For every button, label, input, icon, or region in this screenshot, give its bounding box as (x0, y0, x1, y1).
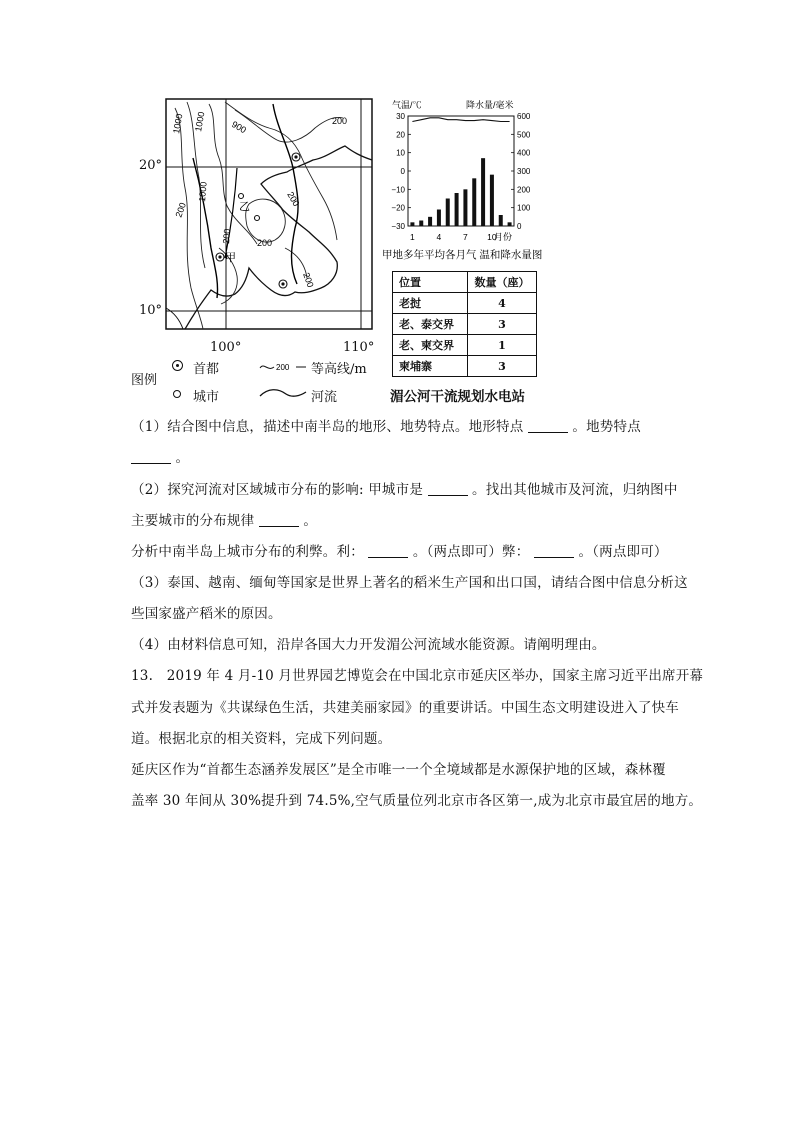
place-label-jia: 甲 (225, 251, 236, 264)
precip-tick-label: 600 (517, 112, 531, 121)
contour-symbol-icon (258, 360, 308, 374)
question-2-text: 分析中南半岛上城市分布的利弊。利： (131, 544, 364, 560)
table-cell: 4 (468, 293, 537, 314)
contour-label: 1000 (197, 181, 209, 203)
precip-tick-label: 300 (517, 167, 531, 176)
question-3-line-1: （3）泰国、越南、缅甸等国家是世界上著名的稻米生产国和出口国，请结合图中信息分析这 (131, 575, 688, 591)
capital-symbol-icon (172, 360, 183, 371)
lon-label-110: 110° (343, 340, 375, 355)
question-13-line-4: 延庆区作为“首都生态涵养发展区”是全市唯一一个全境域都是水源保护地的区域，森林覆 (131, 762, 666, 778)
table-header-cell: 数量（座） (468, 272, 537, 293)
legend-title: 图例 (131, 373, 158, 388)
table-cell: 3 (468, 314, 537, 335)
contour-label: 200 (301, 271, 316, 289)
map-legend (131, 358, 381, 408)
river-symbol-icon (258, 386, 308, 400)
lat-label-20: 20° (139, 158, 163, 173)
question-1-text: （1）结合图中信息，描述中南半岛的地形、地势特点。地形特点 (131, 419, 524, 435)
precip-bar (428, 217, 432, 226)
table-cell: 老、柬交界 (393, 335, 468, 356)
precip-bar (419, 221, 423, 227)
legend-city-label: 城市 (193, 390, 220, 405)
question-13-line-5: 盖率 30 年间从 30%提升到 74.5%,空气质量位列北京市各区第一,成为北京市最宜居的地方。 (131, 793, 703, 809)
question-1-text: 。地势特点 (572, 419, 641, 435)
temp-tick-label: 10 (396, 148, 405, 158)
temperature-line (412, 118, 509, 122)
legend-capital-label: 首都 (193, 362, 220, 377)
question-1-line-1 (131, 415, 701, 435)
contour-label: 200 (285, 190, 302, 209)
legend-river-label: 河流 (311, 390, 338, 405)
table-row (393, 293, 537, 314)
precip-tick-label: 400 (517, 148, 531, 158)
table-row (393, 356, 537, 377)
month-tick-label: 4 (436, 232, 442, 242)
table-row (393, 314, 537, 335)
contour-label: 200 (332, 116, 348, 126)
precip-tick-label: 500 (517, 130, 531, 140)
question-2-text: 。（两点即可） (578, 544, 668, 560)
legend-contour-sample: 200 (276, 363, 290, 372)
question-3-line-2: 些国家盛产稻米的原因。 (131, 606, 282, 622)
precip-bar (455, 193, 459, 226)
answer-blank[interactable] (428, 483, 468, 496)
answer-blank[interactable] (528, 420, 568, 433)
precip-bar (481, 158, 485, 226)
month-tick-label: 7 (463, 232, 468, 242)
table-cell: 老挝 (393, 293, 468, 314)
left-axis-title: 气温/℃ (392, 100, 422, 110)
lon-label-100: 100° (210, 340, 242, 355)
question-2-line-3 (131, 540, 701, 560)
precip-tick-label: 200 (517, 185, 531, 195)
answer-blank[interactable] (259, 514, 299, 527)
contour-label: 900 (230, 119, 249, 136)
right-axis-title: 降水量/毫米 (466, 100, 514, 110)
question-2-text: 主要城市的分布规律 (131, 513, 255, 529)
contour-label: 200 (221, 228, 233, 245)
precip-bar (410, 222, 414, 226)
temp-tick-label: 20 (396, 130, 405, 140)
question-1-text: 。 (175, 450, 190, 466)
table-cell: 柬埔寨 (393, 356, 468, 377)
climate-chart (382, 98, 562, 266)
precip-tick-label: 100 (517, 203, 531, 213)
climate-chart-title: 甲地多年平均各月气 温和降水量图 (382, 249, 543, 261)
temp-tick-label: −10 (391, 185, 405, 195)
question-4-line-1: （4）由材料信息可知，沿岸各国大力开发湄公河流域水能资源。请阐明理由。 (131, 637, 606, 653)
precip-bar (446, 199, 450, 227)
table-cell: 1 (468, 335, 537, 356)
plot-frame (408, 116, 514, 226)
place-label-yi: 乙 (239, 200, 250, 213)
question-1-line-2 (131, 446, 701, 466)
precip-bar (499, 215, 503, 226)
question-2-text: 。 (303, 513, 318, 529)
table-header-cell: 位置 (393, 272, 468, 293)
table-cell: 3 (468, 356, 537, 377)
x-unit-label: 月份 (494, 232, 513, 242)
contour-label: 200 (173, 201, 189, 219)
indochina-map (165, 98, 373, 330)
question-2-line-2 (131, 509, 701, 529)
contour-label: 200 (257, 238, 273, 248)
question-13-line-3: 道。根据北京的相关资料，完成下列问题。 (131, 731, 392, 747)
question-13-line-2: 式并发表题为《共谋绿色生活，共建美丽家园》的重要讲话。中国生态文明建设进入了快车 (131, 700, 679, 716)
question-2-text: 。（两点即可）弊： (412, 544, 530, 560)
question-2-line-1 (131, 478, 701, 498)
temp-tick-label: −20 (391, 203, 405, 213)
month-axis-ticks (410, 232, 497, 242)
precip-bar (490, 175, 494, 226)
temp-tick-label: −30 (391, 222, 405, 231)
city-symbol-icon (173, 390, 181, 398)
answer-blank[interactable] (534, 545, 574, 558)
question-2-text: （2）探究河流对区域城市分布的影响: 甲城市是 (131, 482, 424, 498)
question-13-line-1: 13. 2019 年 4 月-10 月世界园艺博览会在中国北京市延庆区举办，国家主席习近平出席开幕 (131, 668, 704, 684)
table-cell: 老、泰交界 (393, 314, 468, 335)
contour-label: 1000 (193, 110, 207, 133)
precip-bar (463, 189, 467, 226)
precip-bar (472, 178, 476, 226)
question-2-text: 。找出其他城市及河流，归纳图中 (472, 482, 678, 498)
hydro-station-table (392, 271, 537, 377)
precip-tick-label: 0 (517, 222, 522, 231)
precip-bar (437, 210, 441, 227)
month-tick-label: 1 (410, 232, 415, 242)
contour-label: 1000 (171, 112, 185, 135)
precipitation-bars (410, 158, 511, 226)
lat-label-10: 10° (139, 303, 163, 318)
table-caption: 湄公河干流规划水电站 (390, 389, 525, 405)
legend-contour-label: 等高线/m (311, 362, 367, 377)
month-tick-label: 10 (487, 232, 497, 242)
answer-blank[interactable] (131, 451, 171, 464)
precip-bar (508, 222, 512, 226)
temp-tick-label: 30 (396, 112, 405, 121)
table-header-row (393, 272, 537, 293)
table-row (393, 335, 537, 356)
temp-tick-label: 0 (400, 167, 405, 176)
answer-blank[interactable] (368, 545, 408, 558)
